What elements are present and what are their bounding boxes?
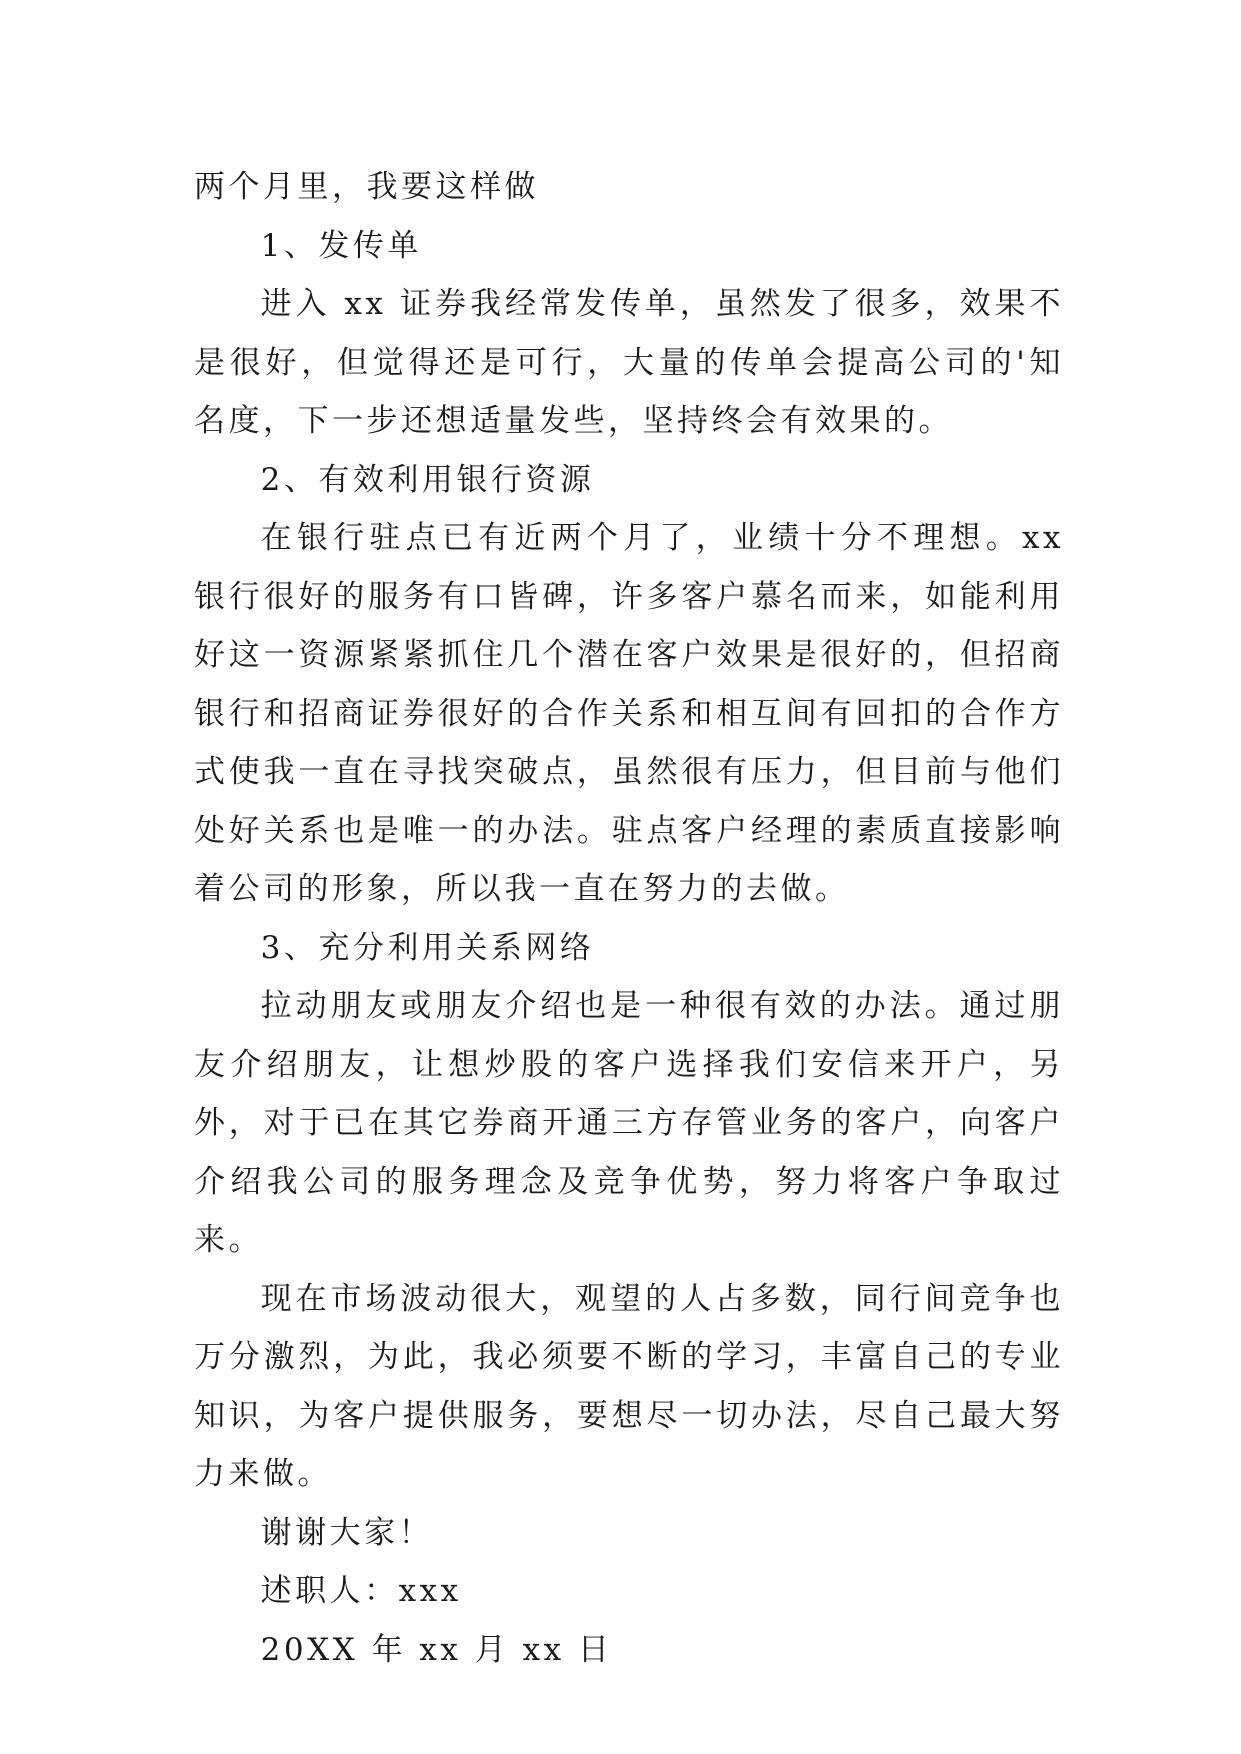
paragraph-relationship-network: 拉动朋友或朋友介绍也是一种很有效的办法。通过朋友介绍朋友，让想炒股的客户选择我们安信来开户，另外，对于已在其它券商开通三方存管业务的客户，向客户介绍我公司的服务理念及竞争优势，努力将客户争取过来。 — [194, 988, 1064, 1258]
document-date: 20XX 年 xx 月 xx 日 — [260, 1631, 613, 1668]
heading-flyers: 1、发传单 — [260, 227, 422, 264]
paragraph-thanks: 谢谢大家！ — [260, 1514, 434, 1551]
paragraph-bank-resources: 在银行驻点已有近两个月了，业绩十分不理想。xx 银行很好的服务有口皆碑，许多客户慕名而来，如能利用好这一资源紧紧抓住几个潜在客户效果是很好的，但招商银行和招商证券很好的合作关系和相互间有回扣的合作方式使我一直在寻找突破点，虽然很有压力，但目前与他们处好关系也是唯一的办法。驻点客户经理的素质直接影响着公司的形象，所以我一直在努力的去做。 — [194, 520, 1064, 907]
paragraph-market-outlook: 现在市场波动很大，观望的人占多数，同行间竞争也万分激烈，为此，我必须要不断的学习，丰富自己的专业知识，为客户提供服务，要想尽一切办法，尽自己最大努力来做。 — [194, 1280, 1064, 1492]
document-body — [194, 158, 1064, 1679]
paragraph-intro: 两个月里，我要这样做 — [194, 169, 539, 205]
heading-bank-resources: 2、有效利用银行资源 — [260, 461, 595, 498]
reporter-signature: 述职人：xxx — [260, 1573, 462, 1609]
paragraph-flyers: 进入 xx 证券我经常发传单，虽然发了很多，效果不是很好，但觉得还是可行，大量的传单会提高公司的'知名度，下一步还想适量发些，坚持终会有效果的。 — [194, 286, 1064, 439]
heading-relationship-network: 3、充分利用关系网络 — [260, 929, 595, 966]
